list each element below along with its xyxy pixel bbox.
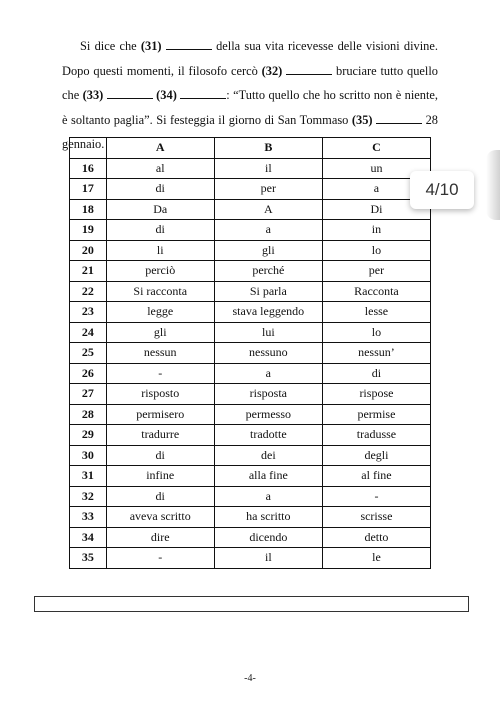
page-indicator-badge: 4/10	[410, 171, 474, 209]
option-b-cell: tradotte	[214, 425, 322, 446]
row-number-cell: 29	[70, 425, 107, 446]
gap-number-31: (31)	[140, 39, 162, 53]
option-a-cell: nessun	[106, 343, 214, 364]
option-c-cell: degli	[322, 445, 430, 466]
option-b-cell: ha scritto	[214, 507, 322, 528]
table-row	[70, 261, 431, 282]
option-a-cell: infine	[106, 466, 214, 487]
option-a-cell: di	[106, 445, 214, 466]
table-row	[70, 527, 431, 548]
option-c-cell: a	[322, 179, 430, 200]
table-row	[70, 343, 431, 364]
option-c-cell: lo	[322, 322, 430, 343]
table-row	[70, 404, 431, 425]
option-b-cell: a	[214, 363, 322, 384]
option-c-cell: permise	[322, 404, 430, 425]
gap-blank-33	[107, 88, 153, 99]
table-row	[70, 179, 431, 200]
answer-options-table	[69, 137, 431, 569]
option-a-cell: -	[106, 363, 214, 384]
option-b-cell: alla fine	[214, 466, 322, 487]
option-c-cell: un	[322, 158, 430, 179]
option-b-cell: dei	[214, 445, 322, 466]
option-a-cell: permisero	[106, 404, 214, 425]
gap-blank-34	[180, 88, 226, 99]
row-number-cell: 35	[70, 548, 107, 569]
option-a-cell: di	[106, 486, 214, 507]
option-c-cell: al fine	[322, 466, 430, 487]
table-row	[70, 486, 431, 507]
option-b-cell: dicendo	[214, 527, 322, 548]
answer-box	[34, 596, 469, 612]
table-row	[70, 158, 431, 179]
header-cell-a: A	[106, 138, 214, 159]
option-b-cell: perché	[214, 261, 322, 282]
option-c-cell: Racconta	[322, 281, 430, 302]
gap-blank-35	[376, 113, 422, 124]
option-c-cell: le	[322, 548, 430, 569]
option-a-cell: dire	[106, 527, 214, 548]
option-a-cell: risposto	[106, 384, 214, 405]
row-number-cell: 26	[70, 363, 107, 384]
option-a-cell: aveva scritto	[106, 507, 214, 528]
row-number-cell: 22	[70, 281, 107, 302]
option-b-cell: per	[214, 179, 322, 200]
paragraph-text: 28 gennaio.	[62, 112, 438, 151]
table-row	[70, 466, 431, 487]
page-number: -4-	[244, 673, 256, 684]
option-c-cell: nessun’	[322, 343, 430, 364]
option-b-cell: nessuno	[214, 343, 322, 364]
row-number-cell: 21	[70, 261, 107, 282]
option-c-cell: rispose	[322, 384, 430, 405]
viewer-scroll-handle[interactable]	[486, 150, 500, 220]
option-c-cell: Di	[322, 199, 430, 220]
paragraph-text: bruciare tutto quello che	[62, 63, 438, 102]
gap-number-33: (33)	[82, 88, 104, 102]
option-b-cell: risposta	[214, 384, 322, 405]
table-row	[70, 507, 431, 528]
gap-blank-31	[166, 39, 212, 50]
row-number-cell: 27	[70, 384, 107, 405]
row-number-cell: 20	[70, 240, 107, 261]
option-b-cell: Si parla	[214, 281, 322, 302]
row-number-cell: 18	[70, 199, 107, 220]
table-row	[70, 302, 431, 323]
row-number-cell: 34	[70, 527, 107, 548]
option-a-cell: di	[106, 220, 214, 241]
table-row	[70, 384, 431, 405]
option-b-cell: a	[214, 486, 322, 507]
option-b-cell: il	[214, 158, 322, 179]
option-c-cell: in	[322, 220, 430, 241]
row-number-cell: 25	[70, 343, 107, 364]
option-a-cell: al	[106, 158, 214, 179]
gap-number-34: (34)	[156, 88, 177, 102]
row-number-cell: 32	[70, 486, 107, 507]
table-row	[70, 199, 431, 220]
option-b-cell: stava leggendo	[214, 302, 322, 323]
option-a-cell: gli	[106, 322, 214, 343]
table-row	[70, 445, 431, 466]
option-a-cell: legge	[106, 302, 214, 323]
paragraph-text: della sua vita ricevesse delle visioni divine. Dopo questi momenti, il filosofo cercò	[62, 39, 438, 78]
table-row	[70, 281, 431, 302]
row-number-cell: 17	[70, 179, 107, 200]
row-number-cell: 28	[70, 404, 107, 425]
table-header-row	[70, 138, 431, 159]
row-number-cell: 16	[70, 158, 107, 179]
option-c-cell: per	[322, 261, 430, 282]
option-c-cell: tradusse	[322, 425, 430, 446]
table-row	[70, 240, 431, 261]
option-c-cell: di	[322, 363, 430, 384]
table-row	[70, 220, 431, 241]
paragraph-text: : “Tutto quello che ho scritto non è niente, è soltanto paglia”. Si festeggia il giorno di San Tommaso	[62, 88, 438, 127]
option-a-cell: Da	[106, 199, 214, 220]
row-number-cell: 30	[70, 445, 107, 466]
row-number-cell: 19	[70, 220, 107, 241]
option-a-cell: li	[106, 240, 214, 261]
table-row	[70, 548, 431, 569]
option-c-cell: lo	[322, 240, 430, 261]
gap-number-35: (35)	[351, 112, 373, 127]
option-b-cell: gli	[214, 240, 322, 261]
header-cell-b: B	[214, 138, 322, 159]
option-a-cell: tradurre	[106, 425, 214, 446]
row-number-cell: 31	[70, 466, 107, 487]
option-a-cell: Si racconta	[106, 281, 214, 302]
option-a-cell: di	[106, 179, 214, 200]
option-b-cell: A	[214, 199, 322, 220]
row-number-cell: 23	[70, 302, 107, 323]
option-c-cell: detto	[322, 527, 430, 548]
option-a-cell: -	[106, 548, 214, 569]
header-cell-c: C	[322, 138, 430, 159]
option-b-cell: il	[214, 548, 322, 569]
table-row	[70, 322, 431, 343]
row-number-cell: 24	[70, 322, 107, 343]
paragraph-text: Si dice che	[80, 39, 137, 53]
option-c-cell: scrisse	[322, 507, 430, 528]
row-number-cell: 33	[70, 507, 107, 528]
table-row	[70, 363, 431, 384]
option-c-cell: lesse	[322, 302, 430, 323]
option-b-cell: permesso	[214, 404, 322, 425]
table-row	[70, 425, 431, 446]
option-c-cell: -	[322, 486, 430, 507]
gap-blank-32	[286, 64, 332, 75]
gap-number-32: (32)	[261, 63, 283, 78]
option-b-cell: a	[214, 220, 322, 241]
option-a-cell: perciò	[106, 261, 214, 282]
option-b-cell: lui	[214, 322, 322, 343]
header-cell-number	[70, 138, 107, 159]
